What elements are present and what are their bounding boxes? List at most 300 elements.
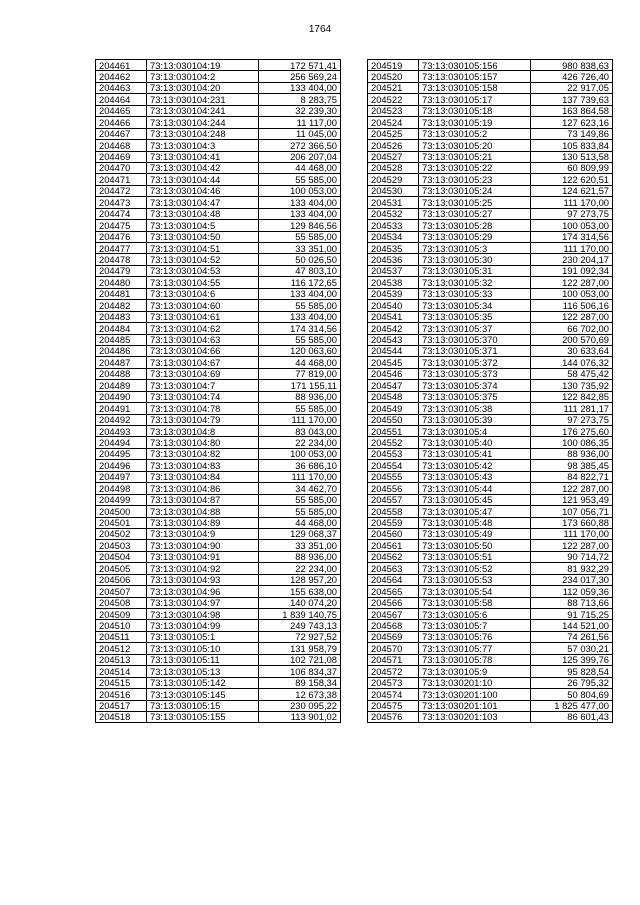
row-number: 204483 (96, 311, 147, 322)
table-row (368, 437, 613, 448)
cadastral-value: 84 822,71 (531, 471, 613, 482)
cadastral-value: 133 404,00 (259, 197, 341, 208)
cadastral-number: 73:13:030105:47 (419, 506, 531, 517)
cadastral-value: 44 468,00 (259, 357, 341, 368)
cadastral-number: 73:13:030105:44 (419, 483, 531, 494)
cadastral-number: 73:13:030105:156 (419, 60, 531, 71)
table-row (96, 586, 341, 597)
table-row (368, 231, 613, 242)
cadastral-number: 73:13:030105:29 (419, 231, 531, 242)
cadastral-number: 73:13:030104:93 (147, 574, 259, 585)
table-row (96, 265, 341, 276)
cadastral-value: 107 056,71 (531, 506, 613, 517)
row-number: 204465 (96, 105, 147, 116)
cadastral-number: 73:13:030105:11 (147, 654, 259, 665)
row-number: 204501 (96, 517, 147, 528)
cadastral-value: 137 739,63 (531, 94, 613, 105)
row-number: 204514 (96, 666, 147, 677)
cadastral-number: 73:13:030105:50 (419, 540, 531, 551)
cadastral-number: 73:13:030105:145 (147, 689, 259, 700)
row-number: 204478 (96, 254, 147, 265)
cadastral-value: 122 287,00 (531, 311, 613, 322)
row-number: 204522 (368, 94, 419, 105)
row-number: 204564 (368, 574, 419, 585)
row-number: 204470 (96, 162, 147, 173)
cadastral-number: 73:13:030105:19 (419, 117, 531, 128)
row-number: 204537 (368, 265, 419, 276)
cadastral-value: 30 633,64 (531, 345, 613, 356)
row-number: 204550 (368, 414, 419, 425)
table-row (368, 700, 613, 711)
cadastral-number: 73:13:030105:39 (419, 414, 531, 425)
row-number: 204539 (368, 288, 419, 299)
cadastral-value: 111 170,00 (531, 243, 613, 254)
cadastral-value: 50 026,50 (259, 254, 341, 265)
table-row (368, 551, 613, 562)
cadastral-value: 55 585,00 (259, 494, 341, 505)
cadastral-number: 73:13:030105:45 (419, 494, 531, 505)
cadastral-number: 73:13:030105:24 (419, 185, 531, 196)
table-row (368, 414, 613, 425)
table-row (96, 540, 341, 551)
cadastral-value: 55 585,00 (259, 231, 341, 242)
row-number: 204513 (96, 654, 147, 665)
row-number: 204572 (368, 666, 419, 677)
cadastral-value: 191 092,34 (531, 265, 613, 276)
cadastral-number: 73:13:030104:61 (147, 311, 259, 322)
row-number: 204533 (368, 220, 419, 231)
table-row (96, 654, 341, 665)
cadastral-value: 133 404,00 (259, 208, 341, 219)
row-number: 204463 (96, 82, 147, 93)
table-row (368, 643, 613, 654)
table-row (96, 711, 341, 722)
table-row (368, 277, 613, 288)
table-row (96, 162, 341, 173)
row-number: 204471 (96, 174, 147, 185)
cadastral-number: 73:13:030104:83 (147, 460, 259, 471)
row-number: 204571 (368, 654, 419, 665)
cadastral-number: 73:13:030105:22 (419, 162, 531, 173)
cadastral-number: 73:13:030105:158 (419, 82, 531, 93)
cadastral-value: 112 059,36 (531, 586, 613, 597)
cadastral-number: 73:13:030105:18 (419, 105, 531, 116)
cadastral-number: 73:13:030104:19 (147, 60, 259, 71)
table-row (368, 323, 613, 334)
cadastral-number: 73:13:030105:38 (419, 403, 531, 414)
cadastral-number: 73:13:030105:54 (419, 586, 531, 597)
cadastral-value: 173 660,88 (531, 517, 613, 528)
row-number: 204530 (368, 185, 419, 196)
cadastral-number: 73:13:030105:374 (419, 380, 531, 391)
cadastral-number: 73:13:030105:40 (419, 437, 531, 448)
cadastral-number: 73:13:030104:80 (147, 437, 259, 448)
table-row (96, 609, 341, 620)
cadastral-value: 81 932,29 (531, 563, 613, 574)
table-row (96, 82, 341, 93)
cadastral-number: 73:13:030105:41 (419, 448, 531, 459)
table-row (96, 620, 341, 631)
cadastral-value: 11 117,00 (259, 117, 341, 128)
row-number: 204494 (96, 437, 147, 448)
row-number: 204534 (368, 231, 419, 242)
cadastral-value: 133 404,00 (259, 82, 341, 93)
row-number: 204484 (96, 323, 147, 334)
row-number: 204505 (96, 563, 147, 574)
cadastral-value: 980 838,63 (531, 60, 613, 71)
cadastral-number: 73:13:030105:49 (419, 528, 531, 539)
row-number: 204546 (368, 368, 419, 379)
cadastral-value: 33 351,00 (259, 540, 341, 551)
table-row (368, 151, 613, 162)
cadastral-number: 73:13:030104:88 (147, 506, 259, 517)
row-number: 204496 (96, 460, 147, 471)
table-row (368, 162, 613, 173)
cadastral-number: 73:13:030104:82 (147, 448, 259, 459)
row-number: 204492 (96, 414, 147, 425)
row-number: 204566 (368, 597, 419, 608)
table-row (96, 288, 341, 299)
cadastral-value: 111 170,00 (531, 197, 613, 208)
table-row (96, 71, 341, 82)
row-number: 204477 (96, 243, 147, 254)
row-number: 204541 (368, 311, 419, 322)
cadastral-number: 73:13:030105:155 (147, 711, 259, 722)
cadastral-value: 90 714,72 (531, 551, 613, 562)
cadastral-value: 100 086,35 (531, 437, 613, 448)
cadastral-value: 91 715,25 (531, 609, 613, 620)
cadastral-value: 111 170,00 (259, 414, 341, 425)
table-row (368, 94, 613, 105)
cadastral-value: 111 170,00 (531, 528, 613, 539)
cadastral-value: 130 513,58 (531, 151, 613, 162)
table-row (368, 586, 613, 597)
cadastral-value: 172 571,41 (259, 60, 341, 71)
row-number: 204568 (368, 620, 419, 631)
table-row (96, 277, 341, 288)
table-row (368, 597, 613, 608)
cadastral-value: 55 585,00 (259, 174, 341, 185)
table-row (96, 94, 341, 105)
table-row (96, 140, 341, 151)
row-number: 204535 (368, 243, 419, 254)
cadastral-value: 100 053,00 (531, 288, 613, 299)
table-row (368, 426, 613, 437)
cadastral-value: 155 638,00 (259, 586, 341, 597)
table-row (368, 265, 613, 276)
cadastral-number: 73:13:030104:74 (147, 391, 259, 402)
table-row (368, 380, 613, 391)
row-number: 204506 (96, 574, 147, 585)
table-row (96, 494, 341, 505)
cadastral-number: 73:13:030104:248 (147, 128, 259, 139)
cadastral-number: 73:13:030105:76 (419, 631, 531, 642)
row-number: 204556 (368, 483, 419, 494)
table-row (96, 185, 341, 196)
cadastral-value: 131 958,79 (259, 643, 341, 654)
table-row (96, 528, 341, 539)
table-row (96, 323, 341, 334)
table-row (368, 300, 613, 311)
cadastral-value: 200 570,69 (531, 334, 613, 345)
cadastral-value: 105 833,84 (531, 140, 613, 151)
cadastral-number: 73:13:030105:375 (419, 391, 531, 402)
table-row (368, 711, 613, 722)
row-number: 204480 (96, 277, 147, 288)
table-row (96, 666, 341, 677)
cadastral-value: 133 404,00 (259, 311, 341, 322)
table-row (368, 140, 613, 151)
row-number: 204497 (96, 471, 147, 482)
table-row (96, 643, 341, 654)
row-number: 204510 (96, 620, 147, 631)
cadastral-value: 176 275,60 (531, 426, 613, 437)
cadastral-value: 26 795,32 (531, 677, 613, 688)
table-row (96, 117, 341, 128)
cadastral-value: 133 404,00 (259, 288, 341, 299)
row-number: 204547 (368, 380, 419, 391)
table-row (368, 448, 613, 459)
cadastral-number: 73:13:030104:66 (147, 345, 259, 356)
cadastral-value: 171 155,11 (259, 380, 341, 391)
table-row (96, 300, 341, 311)
row-number: 204565 (368, 586, 419, 597)
cadastral-value: 129 068,37 (259, 528, 341, 539)
cadastral-table-left (95, 59, 341, 723)
row-number: 204555 (368, 471, 419, 482)
cadastral-value: 36 686,10 (259, 460, 341, 471)
cadastral-number: 73:13:030105:2 (419, 128, 531, 139)
row-number: 204508 (96, 597, 147, 608)
row-number: 204472 (96, 185, 147, 196)
cadastral-number: 73:13:030104:9 (147, 528, 259, 539)
cadastral-value: 120 063,60 (259, 345, 341, 356)
cadastral-value: 124 621,57 (531, 185, 613, 196)
cadastral-value: 12 673,38 (259, 689, 341, 700)
row-number: 204475 (96, 220, 147, 231)
row-number: 204526 (368, 140, 419, 151)
cadastral-number: 73:13:030104:3 (147, 140, 259, 151)
row-number: 204511 (96, 631, 147, 642)
cadastral-value: 55 585,00 (259, 506, 341, 517)
table-row (368, 654, 613, 665)
table-row (368, 208, 613, 219)
cadastral-value: 88 936,00 (259, 551, 341, 562)
table-row (96, 597, 341, 608)
cadastral-value: 272 366,50 (259, 140, 341, 151)
cadastral-number: 73:13:030105:373 (419, 368, 531, 379)
cadastral-value: 88 936,00 (259, 391, 341, 402)
cadastral-number: 73:13:030104:86 (147, 483, 259, 494)
row-number: 204502 (96, 528, 147, 539)
row-number: 204486 (96, 345, 147, 356)
table-row (96, 60, 341, 71)
row-number: 204481 (96, 288, 147, 299)
cadastral-value: 55 585,00 (259, 403, 341, 414)
cadastral-number: 73:13:030105:17 (419, 94, 531, 105)
cadastral-value: 140 074,20 (259, 597, 341, 608)
table-row (368, 471, 613, 482)
cadastral-number: 73:13:030201:101 (419, 700, 531, 711)
row-number: 204489 (96, 380, 147, 391)
row-number: 204554 (368, 460, 419, 471)
table-row (96, 220, 341, 231)
table-row (368, 517, 613, 528)
row-number: 204479 (96, 265, 147, 276)
cadastral-number: 73:13:030104:63 (147, 334, 259, 345)
table-row (96, 631, 341, 642)
cadastral-value: 130 735,92 (531, 380, 613, 391)
cadastral-number: 73:13:030104:55 (147, 277, 259, 288)
cadastral-number: 73:13:030105:370 (419, 334, 531, 345)
cadastral-value: 174 314,56 (531, 231, 613, 242)
table-row (96, 426, 341, 437)
cadastral-number: 73:13:030201:103 (419, 711, 531, 722)
table-row (96, 208, 341, 219)
cadastral-number: 73:13:030105:51 (419, 551, 531, 562)
table-row (368, 334, 613, 345)
table-row (368, 574, 613, 585)
cadastral-number: 73:13:030104:78 (147, 403, 259, 414)
table-row (96, 460, 341, 471)
cadastral-value: 60 809,99 (531, 162, 613, 173)
row-number: 204538 (368, 277, 419, 288)
table-row (368, 689, 613, 700)
cadastral-value: 33 351,00 (259, 243, 341, 254)
cadastral-number: 73:13:030104:96 (147, 586, 259, 597)
row-number: 204469 (96, 151, 147, 162)
table-row (96, 128, 341, 139)
table-row (368, 506, 613, 517)
cadastral-number: 73:13:030105:32 (419, 277, 531, 288)
cadastral-value: 32 239,30 (259, 105, 341, 116)
row-number: 204532 (368, 208, 419, 219)
cadastral-number: 73:13:030104:231 (147, 94, 259, 105)
table-row (368, 174, 613, 185)
table-row (368, 197, 613, 208)
cadastral-number: 73:13:030104:84 (147, 471, 259, 482)
table-row (96, 380, 341, 391)
row-number: 204500 (96, 506, 147, 517)
cadastral-value: 97 273,75 (531, 414, 613, 425)
table-row (368, 185, 613, 196)
table-row (96, 151, 341, 162)
cadastral-number: 73:13:030104:98 (147, 609, 259, 620)
table-row (96, 414, 341, 425)
table-row (96, 563, 341, 574)
cadastral-number: 73:13:030104:241 (147, 105, 259, 116)
row-number: 204525 (368, 128, 419, 139)
row-number: 204516 (96, 689, 147, 700)
row-number: 204466 (96, 117, 147, 128)
cadastral-value: 102 721,08 (259, 654, 341, 665)
row-number: 204515 (96, 677, 147, 688)
cadastral-value: 89 158,34 (259, 677, 341, 688)
table-row (368, 528, 613, 539)
row-number: 204544 (368, 345, 419, 356)
cadastral-number: 73:13:030105:3 (419, 243, 531, 254)
cadastral-number: 73:13:030105:52 (419, 563, 531, 574)
row-number: 204498 (96, 483, 147, 494)
table-row (368, 311, 613, 322)
table-row (96, 551, 341, 562)
cadastral-number: 73:13:030105:37 (419, 323, 531, 334)
cadastral-value: 122 287,00 (531, 483, 613, 494)
cadastral-value: 230 095,22 (259, 700, 341, 711)
table-row (368, 563, 613, 574)
row-number: 204512 (96, 643, 147, 654)
cadastral-number: 73:13:030105:31 (419, 265, 531, 276)
cadastral-number: 73:13:030104:20 (147, 82, 259, 93)
cadastral-value: 116 506,16 (531, 300, 613, 311)
table-row (368, 391, 613, 402)
table-row (368, 220, 613, 231)
cadastral-value: 1 825 477,00 (531, 700, 613, 711)
table-row (96, 391, 341, 402)
row-number: 204553 (368, 448, 419, 459)
row-number: 204485 (96, 334, 147, 345)
row-number: 204563 (368, 563, 419, 574)
cadastral-value: 128 957,20 (259, 574, 341, 585)
table-row (368, 71, 613, 82)
cadastral-value: 73 149,86 (531, 128, 613, 139)
row-number: 204527 (368, 151, 419, 162)
cadastral-number: 73:13:030104:8 (147, 426, 259, 437)
cadastral-number: 73:13:030105:35 (419, 311, 531, 322)
cadastral-number: 73:13:030104:69 (147, 368, 259, 379)
row-number: 204559 (368, 517, 419, 528)
cadastral-value: 163 864,58 (531, 105, 613, 116)
cadastral-number: 73:13:030105:48 (419, 517, 531, 528)
table-row (368, 105, 613, 116)
table-row (96, 403, 341, 414)
cadastral-number: 73:13:030105:13 (147, 666, 259, 677)
cadastral-number: 73:13:030105:78 (419, 654, 531, 665)
row-number: 204570 (368, 643, 419, 654)
cadastral-value: 426 726,40 (531, 71, 613, 82)
cadastral-value: 122 620,51 (531, 174, 613, 185)
cadastral-number: 73:13:030105:1 (147, 631, 259, 642)
row-number: 204521 (368, 82, 419, 93)
cadastral-value: 50 804,69 (531, 689, 613, 700)
cadastral-number: 73:13:030104:42 (147, 162, 259, 173)
cadastral-value: 34 462,70 (259, 483, 341, 494)
table-row (368, 631, 613, 642)
cadastral-number: 73:13:030104:79 (147, 414, 259, 425)
cadastral-number: 73:13:030104:97 (147, 597, 259, 608)
cadastral-value: 1 839 140,75 (259, 609, 341, 620)
table-row (368, 666, 613, 677)
cadastral-value: 127 623,16 (531, 117, 613, 128)
cadastral-number: 73:13:030104:50 (147, 231, 259, 242)
row-number: 204493 (96, 426, 147, 437)
cadastral-value: 122 842,85 (531, 391, 613, 402)
row-number: 204499 (96, 494, 147, 505)
cadastral-number: 73:13:030104:90 (147, 540, 259, 551)
cadastral-value: 121 953,49 (531, 494, 613, 505)
row-number: 204509 (96, 609, 147, 620)
cadastral-number: 73:13:030105:4 (419, 426, 531, 437)
cadastral-number: 73:13:030104:51 (147, 243, 259, 254)
row-number: 204491 (96, 403, 147, 414)
cadastral-value: 57 030,21 (531, 643, 613, 654)
table-row (96, 574, 341, 585)
cadastral-number: 73:13:030105:43 (419, 471, 531, 482)
row-number: 204462 (96, 71, 147, 82)
cadastral-number: 73:13:030104:67 (147, 357, 259, 368)
cadastral-number: 73:13:030105:372 (419, 357, 531, 368)
row-number: 204519 (368, 60, 419, 71)
